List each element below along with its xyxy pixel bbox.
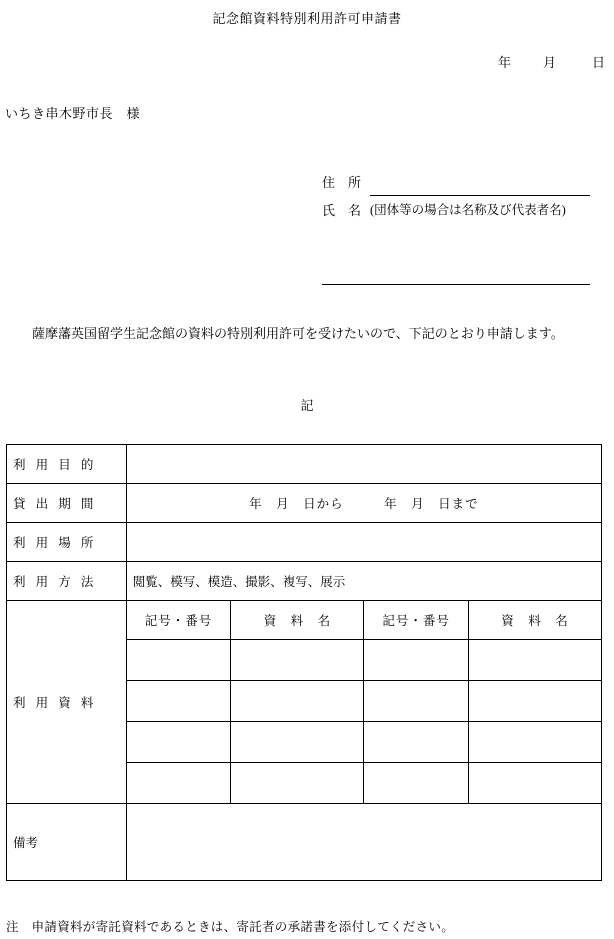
name-label: 氏 名 [322,203,362,218]
material-cell[interactable] [468,681,601,722]
table-row [7,601,602,640]
material-cell[interactable] [126,681,231,722]
address-label: 住 所 [322,175,362,190]
material-cell[interactable] [468,763,601,804]
material-cell[interactable] [126,640,231,681]
table-row [7,562,602,601]
period-value[interactable]: 年 月 日から 年 月 日まで [126,484,601,523]
date-year-label: 年 [498,55,512,70]
period-label: 貸 出 期 間 [7,484,127,523]
materials-label: 利 用 資 料 [7,601,127,804]
date-day-label: 日 [592,55,606,70]
material-cell[interactable] [364,763,469,804]
purpose-label: 利 用 目 的 [7,445,127,484]
material-header-code-2: 記号・番号 [364,601,469,640]
material-cell[interactable] [468,722,601,763]
method-value[interactable]: 閲覧、模写、模造、撮影、複写、展示 [126,562,601,601]
material-cell[interactable] [364,722,469,763]
place-label: 利 用 場 所 [7,523,127,562]
name-field-row [322,200,590,228]
material-cell[interactable] [231,763,364,804]
material-cell[interactable] [231,681,364,722]
address-write-line[interactable] [370,195,590,196]
footnote: 注 申請資料が寄託資料であるときは、寄託者の承諾書を添付してください。 [6,920,455,934]
table-row [7,445,602,484]
material-cell[interactable] [231,640,364,681]
table-row [7,523,602,562]
address-field-row [322,172,590,200]
material-cell[interactable] [126,763,231,804]
material-cell[interactable] [364,681,469,722]
table-row [7,804,602,881]
ki-mark: 記 [300,398,314,413]
name-note: (団体等の場合は名称及び代表者名) [370,203,566,217]
remarks-label: 備考 [7,804,127,881]
table-row [7,484,602,523]
addressee: いちき串木野市長 様 [5,106,141,121]
purpose-value[interactable] [126,445,601,484]
body-text: 薩摩藩英国留学生記念館の資料の特別利用許可を受けたいので、下記のとおり申請します。 [19,326,564,341]
remarks-value[interactable] [126,804,601,881]
material-cell[interactable] [231,722,364,763]
date-month-label: 月 [543,55,557,70]
application-table [6,444,602,881]
applicant-fields [322,172,590,228]
name-write-line[interactable] [322,284,590,285]
material-cell[interactable] [364,640,469,681]
method-label: 利 用 方 法 [7,562,127,601]
material-header-code-1: 記号・番号 [126,601,231,640]
page-title: 記念館資料特別利用許可申請書 [212,11,402,26]
material-cell[interactable] [126,722,231,763]
material-header-name-1: 資 料 名 [231,601,364,640]
material-cell[interactable] [468,640,601,681]
material-header-name-2: 資 料 名 [468,601,601,640]
place-value[interactable] [126,523,601,562]
